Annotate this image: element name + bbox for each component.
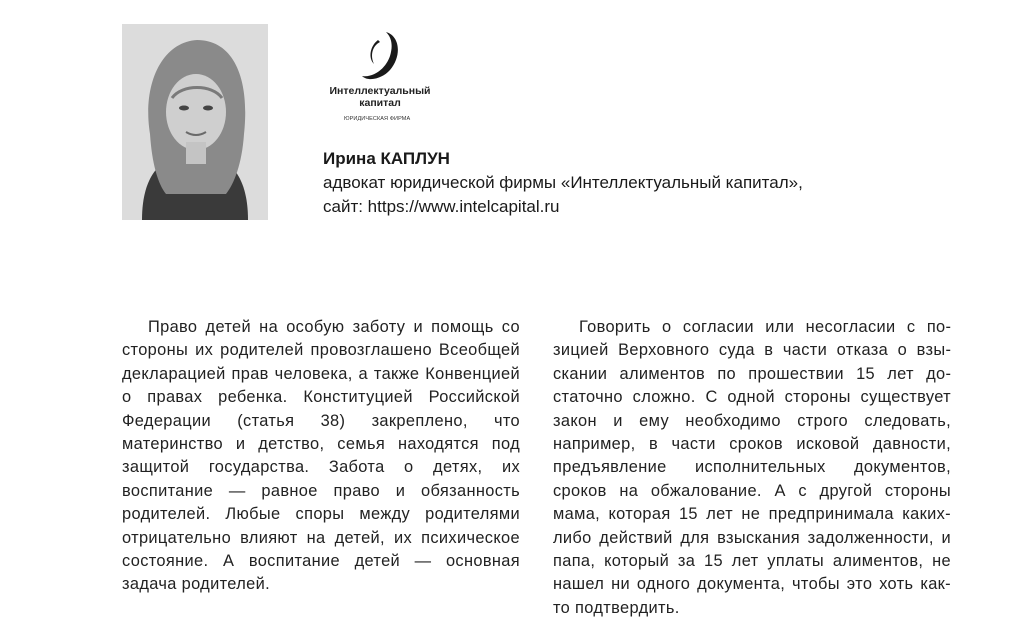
- author-portrait: [122, 24, 268, 220]
- author-block: [323, 147, 923, 219]
- author-position: адвокат юридической фирмы «Интеллектуальный капитал»,: [323, 173, 803, 192]
- article-column-right: [553, 316, 951, 620]
- author-name: Ирина КАПЛУН: [323, 149, 450, 168]
- article-column-left: [122, 316, 520, 597]
- logo-swoosh-icon: [360, 30, 402, 82]
- logo-name-line1: Интеллектуальный: [329, 85, 431, 97]
- author-photo: [122, 24, 268, 220]
- left-paragraph: Право детей на особую заботу и помощь со стороны их родителей провозглашено Всеобщей декларацией прав человека, а также Конвенцией о правах ребенка. Конституцией Российской Федерации (статья 38) закреплено, что материнство и детство, семья находятся под защитой государства. Забота о детях, их воспитание — равное право и обязанность родителей. Любые споры между родителями отрицательно влияют на детей, их психическое состояние. А воспитание детей — основная задача родителей.: [122, 318, 520, 594]
- logo-subtitle: ЮРИДИЧЕСКАЯ ФИРМА: [344, 116, 411, 122]
- right-paragraph: Говорить о согласии или несогласии с позицией Верховного суда в части отказа о взыскании алиментов по прошествии 15 лет достаточно сложно. С одной стороны существует закон и ему необходимо строго следовать, например, в части сроков исковой давности, предъявление исполнительных документов, сроков на обжалование. А с другой стороны мама, которая 15 лет не предпринимала каких-либо действий для взыскания задолженности, и папа, который за 15 лет уплаты алиментов, не нашел ни одного документа, чтобы это хоть как-то подтвердить.: [553, 318, 951, 617]
- company-logo: [320, 30, 440, 130]
- logo-name-line2: капитал: [359, 97, 401, 109]
- logo-text: [324, 85, 436, 109]
- author-site: сайт: https://www.intelcapital.ru: [323, 197, 560, 216]
